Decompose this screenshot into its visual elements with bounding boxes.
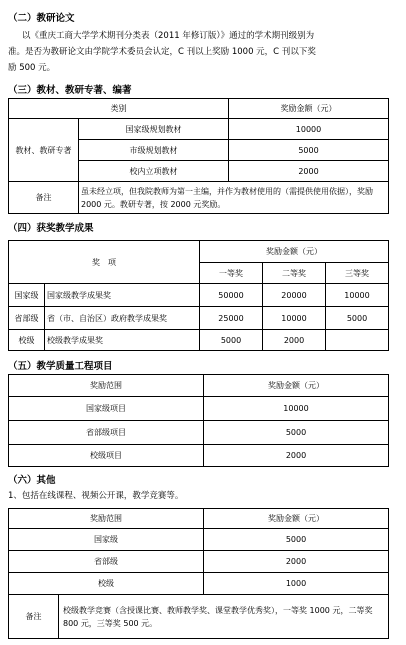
note-text: 校级教学竞赛（含授课比赛、教师教学奖、课堂教学优秀奖），一等奖 1000 元，二等奖 800 元，三等奖 500 元。	[59, 595, 389, 639]
header-amount: 奖励金额（元）	[200, 241, 389, 263]
table-cell: 1000	[204, 573, 389, 595]
note-label: 备注	[9, 182, 79, 214]
table-cell: 2000	[204, 445, 389, 467]
table-cell: 5000	[326, 307, 389, 330]
table-cell: 10000	[263, 307, 326, 330]
section-heading-teaching-awards: （四）获奖教学成果	[8, 223, 94, 234]
header-category: 类别	[9, 99, 229, 119]
note-label: 备注	[9, 595, 59, 639]
note-text: 虽未经立项，但我院教师为第一主编，并作为教材使用的（需提供使用依据），奖励 2000 元。教研专著，按 2000 元奖励。	[79, 182, 389, 214]
header-range: 奖励范围	[9, 375, 204, 397]
table-cell: 国家级规划教材	[79, 119, 229, 140]
paragraph-line: 准。是否为教研论文由学院学术委员会认定，C 刊以上奖励 1000 元，C 刊以下奖	[8, 47, 316, 57]
other-table	[8, 508, 389, 639]
header-amount: 奖励金额（元）	[229, 99, 389, 119]
section-heading-teaching-papers: （二）教研论文	[8, 13, 75, 24]
table-cell: 25000	[200, 307, 263, 330]
table-cell: 5000	[200, 330, 263, 351]
section-heading-quality-projects: （五）教学质量工程项目	[8, 361, 113, 372]
table-cell: 省部级	[9, 551, 204, 573]
quality-table	[8, 374, 389, 467]
table-cell: 2000	[263, 330, 326, 351]
table-cell: 国家级项目	[9, 397, 204, 421]
table-cell: 2000	[204, 551, 389, 573]
textbook-table	[8, 98, 389, 214]
paragraph-line: 励 500 元。	[8, 63, 56, 73]
header-item: 奖 项	[9, 241, 200, 284]
list-item: 1、包括在线课程、视频公开课，教学竞赛等。	[8, 491, 184, 501]
table-cell: 国家级	[9, 284, 45, 307]
group-label: 教材、教研专著	[9, 119, 79, 182]
header-amount: 奖励金额（元）	[204, 375, 389, 397]
table-cell: 国家级教学成果奖	[45, 284, 200, 307]
section-heading-other: （六）其他	[8, 475, 56, 486]
table-cell: 2000	[229, 161, 389, 182]
header-first-prize: 一等奖	[200, 263, 263, 284]
table-cell: 5000	[204, 421, 389, 445]
table-cell: 10000	[204, 397, 389, 421]
table-cell: 省（市、自治区）政府教学成果奖	[45, 307, 200, 330]
table-cell: 50000	[200, 284, 263, 307]
table-cell: 校级教学成果奖	[45, 330, 200, 351]
table-cell	[326, 330, 389, 351]
table-cell: 10000	[326, 284, 389, 307]
table-cell: 国家级	[9, 529, 204, 551]
header-amount: 奖励金额（元）	[204, 509, 389, 529]
table-cell: 省部级	[9, 307, 45, 330]
table-cell: 校级	[9, 573, 204, 595]
header-third-prize: 三等奖	[326, 263, 389, 284]
table-cell: 校内立项教材	[79, 161, 229, 182]
header-range: 奖励范围	[9, 509, 204, 529]
section-heading-textbooks: （三）教材、教研专著、编著	[8, 85, 132, 96]
table-cell: 20000	[263, 284, 326, 307]
table-cell: 市级规划教材	[79, 140, 229, 161]
awards-table	[8, 240, 389, 351]
table-cell: 10000	[229, 119, 389, 140]
header-second-prize: 二等奖	[263, 263, 326, 284]
table-cell: 省部级项目	[9, 421, 204, 445]
table-cell: 校级项目	[9, 445, 204, 467]
paragraph-line: 以《重庆工商大学学术期刊分类表（2011 年修订版）》通过的学术期刊级别为	[22, 31, 315, 41]
table-cell: 校级	[9, 330, 45, 351]
table-cell: 5000	[204, 529, 389, 551]
table-cell: 5000	[229, 140, 389, 161]
